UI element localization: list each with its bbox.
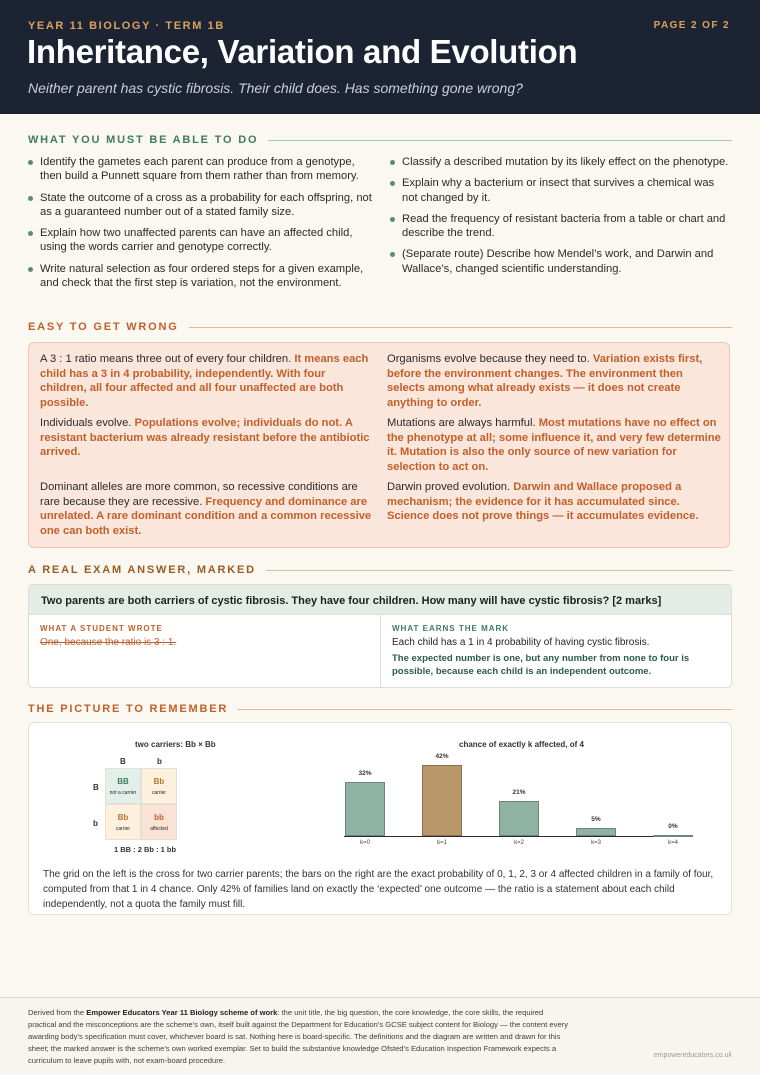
exam-heading-text: A REAL EXAM ANSWER, MARKED	[28, 564, 256, 576]
objective-item: Read the frequency of resistant bacteria from a table or chart and describe the trend.	[390, 212, 730, 241]
divider	[268, 140, 732, 141]
bar-category-label: k=4	[668, 840, 678, 846]
student-label: WHAT A STUDENT WROTE	[40, 624, 163, 633]
misconception-myth: A 3 : 1 ratio means three out of every four children.	[40, 353, 292, 365]
source-title: Empower Educators Year 11 Biology scheme of work	[86, 1008, 278, 1017]
punnett-title: two carriers: Bb × Bb	[135, 740, 216, 749]
chart-bar	[576, 828, 616, 836]
misconception-item	[387, 416, 722, 474]
cell-genotype: BB	[117, 777, 129, 786]
misconception-myth: Organisms evolve because they need to.	[387, 353, 590, 365]
mark-line-1: Each child has a 1 in 4 probability of having cystic fibrosis.	[392, 637, 650, 648]
source-lead: Derived from the	[28, 1008, 85, 1017]
cell-genotype: Bb	[153, 777, 165, 786]
bar-value-label: 0%	[668, 823, 678, 830]
objectives-left-list	[28, 155, 373, 297]
cell-description: affected	[150, 826, 168, 832]
page-title: Inheritance, Variation and Evolution	[27, 33, 578, 70]
course-kicker: YEAR 11 BIOLOGY · TERM 1B	[28, 20, 225, 32]
cell-genotype: Bb	[117, 813, 129, 822]
picture-panel	[28, 722, 732, 915]
misconception-item	[387, 352, 722, 410]
bar-category-label: k=3	[591, 840, 601, 846]
misconception-fix: Populations evolve; individuals do not. A resistant bacterium was already resistant before the antibiotic arrived.	[40, 417, 370, 459]
objectives-right-list	[390, 155, 730, 283]
misconception-fix: Darwin and Wallace proposed a mechanism; the evidence for it has accumulated since. Science does not prove things — it accumulates evidence.	[387, 481, 699, 523]
page-header	[0, 0, 760, 114]
student-answer: One, because the ratio is 3 : 1.	[40, 637, 177, 648]
big-question: Neither parent has cystic fibrosis. Their child does. Has something gone wrong?	[28, 80, 523, 96]
row-allele: B	[93, 783, 99, 792]
misconception-myth: Mutations are always harmful.	[387, 417, 536, 429]
bar-category-label: k=1	[437, 840, 447, 846]
divider	[238, 709, 732, 710]
chart-bar	[499, 801, 539, 837]
misconceptions-panel	[28, 342, 730, 548]
objective-item: State the outcome of a cross as a probability for each offspring, not as a guaranteed number out of a stated family size.	[28, 191, 373, 220]
mark-label: WHAT EARNS THE MARK	[392, 624, 510, 633]
cell-description: carrier	[151, 790, 167, 796]
cell-description: carrier	[115, 826, 131, 832]
cell-description: not a carrier	[109, 790, 137, 796]
misconceptions-heading-text: EASY TO GET WRONG	[28, 321, 179, 333]
misconception-item	[40, 480, 375, 538]
exam-question: Two parents are both carriers of cystic fibrosis. They have four children. How many will have cystic fibrosis? [2 marks]	[29, 585, 731, 615]
objective-item: Write natural selection as four ordered steps for a given example, and check that the first step is variation, not the environment.	[28, 262, 373, 291]
cell-genotype: bb	[154, 813, 164, 822]
punnett-cell	[105, 768, 141, 804]
exam-card	[28, 584, 732, 688]
divider	[266, 570, 732, 571]
misconception-fix: Variation exists first, before the environment changes. The environment then selects among what already exists — it does not create anything to order.	[387, 353, 703, 409]
objectives-heading	[28, 133, 732, 147]
punnett-cell	[141, 768, 177, 804]
bar-value-label: 32%	[358, 769, 372, 777]
chart-bar	[422, 765, 462, 836]
misconception-fix: Frequency and dominance are unrelated. A rare dominant condition and a common recessive one can both exist.	[40, 495, 372, 537]
bar-value-label: 42%	[435, 753, 449, 760]
chart-baseline	[344, 836, 692, 837]
picture-heading	[28, 702, 732, 716]
punnett-ratio: 1 BB : 2 Bb : 1 bb	[114, 845, 177, 854]
source-text: : the unit title, the big question, the core knowledge, the core skills, the required practical and the misconceptions are the scheme’s own, itself built against the Department for Education’s GCSE subject content for Biology — the content every awarding body’s specification must cover, whichever board is sat. Nothing here is board-specific. The definitions and the diagram are written and drawn for this sheet; the marked answer is the scheme’s own worked exemplar. Set to build the substantive knowledge Ofsted’s Education Inspection Framework expects a curriculum to leave pupils with, not exam-board procedure.	[28, 1008, 569, 1065]
exam-heading	[28, 563, 732, 577]
divider	[380, 615, 381, 687]
chart-title: chance of exactly k affected, of 4	[459, 740, 584, 749]
punnett-cell	[141, 804, 177, 840]
bar-value-label: 21%	[512, 788, 526, 796]
bar-category-label: k=2	[514, 840, 524, 846]
punnett-cell	[105, 804, 141, 840]
misconception-myth: Individuals evolve.	[40, 417, 132, 429]
objective-item: Classify a described mutation by its likely effect on the phenotype.	[390, 155, 730, 169]
mark-line-2: The expected number is one, but any number from none to four is possible, because each child is an independent outcome.	[392, 653, 690, 677]
bar-category-label: k=0	[360, 840, 370, 846]
misconception-myth: Dominant alleles are more common, so recessive conditions are rare because they are recessive.	[40, 481, 358, 508]
objective-item: Explain how two unaffected parents can have an affected child, using the words carrier and genotype correctly.	[28, 226, 373, 255]
chart-bar	[653, 835, 693, 837]
misconception-item	[387, 480, 722, 524]
misconception-myth: Darwin proved evolution.	[387, 481, 511, 493]
objectives-heading-text: WHAT YOU MUST BE ABLE TO DO	[28, 134, 259, 146]
misconception-fix: Most mutations have no effect on the phenotype at all; some influence it, and very few determine it. Mutation is also the only source of new variation for selection to act on.	[387, 417, 721, 473]
misconception-item	[40, 416, 375, 460]
row-allele: b	[93, 819, 98, 828]
objective-item: (Separate route) Describe how Mendel’s work, and Darwin and Wallace’s, changed scientific understanding.	[390, 247, 730, 276]
picture-heading-text: THE PICTURE TO REMEMBER	[28, 703, 229, 715]
source-note	[28, 1007, 573, 1067]
divider	[189, 327, 732, 328]
site-url: empowereducators.co.uk	[653, 1052, 732, 1059]
chart-bar	[345, 782, 385, 836]
picture-caption: The grid on the left is the cross for two carrier parents; the bars on the right are the exact probability of 0, 1, 2, 3 or 4 affected children in a family of four, computed from that 1 in 4 chance. Only 42% of families land on exactly the ‘expected’ one outcome — the ratio is a statement about each child independently, not a quota the family must fill.	[43, 869, 714, 910]
bar-value-label: 5%	[591, 815, 601, 823]
page-number: PAGE 2 OF 2	[653, 20, 730, 31]
col-allele: b	[157, 757, 162, 766]
col-allele: B	[120, 757, 126, 766]
misconception-fix: It means each child has a 3 in 4 probability, independently. With four children, all four affected and all four unaffected are both possible.	[40, 353, 369, 409]
misconceptions-heading	[28, 320, 732, 334]
objective-item: Explain why a bacterium or insect that survives a chemical was not changed by it.	[390, 176, 730, 205]
objective-item: Identify the gametes each parent can produce from a genotype, then build a Punnett square from them rather than from memory.	[28, 155, 373, 184]
misconception-item	[40, 352, 375, 410]
